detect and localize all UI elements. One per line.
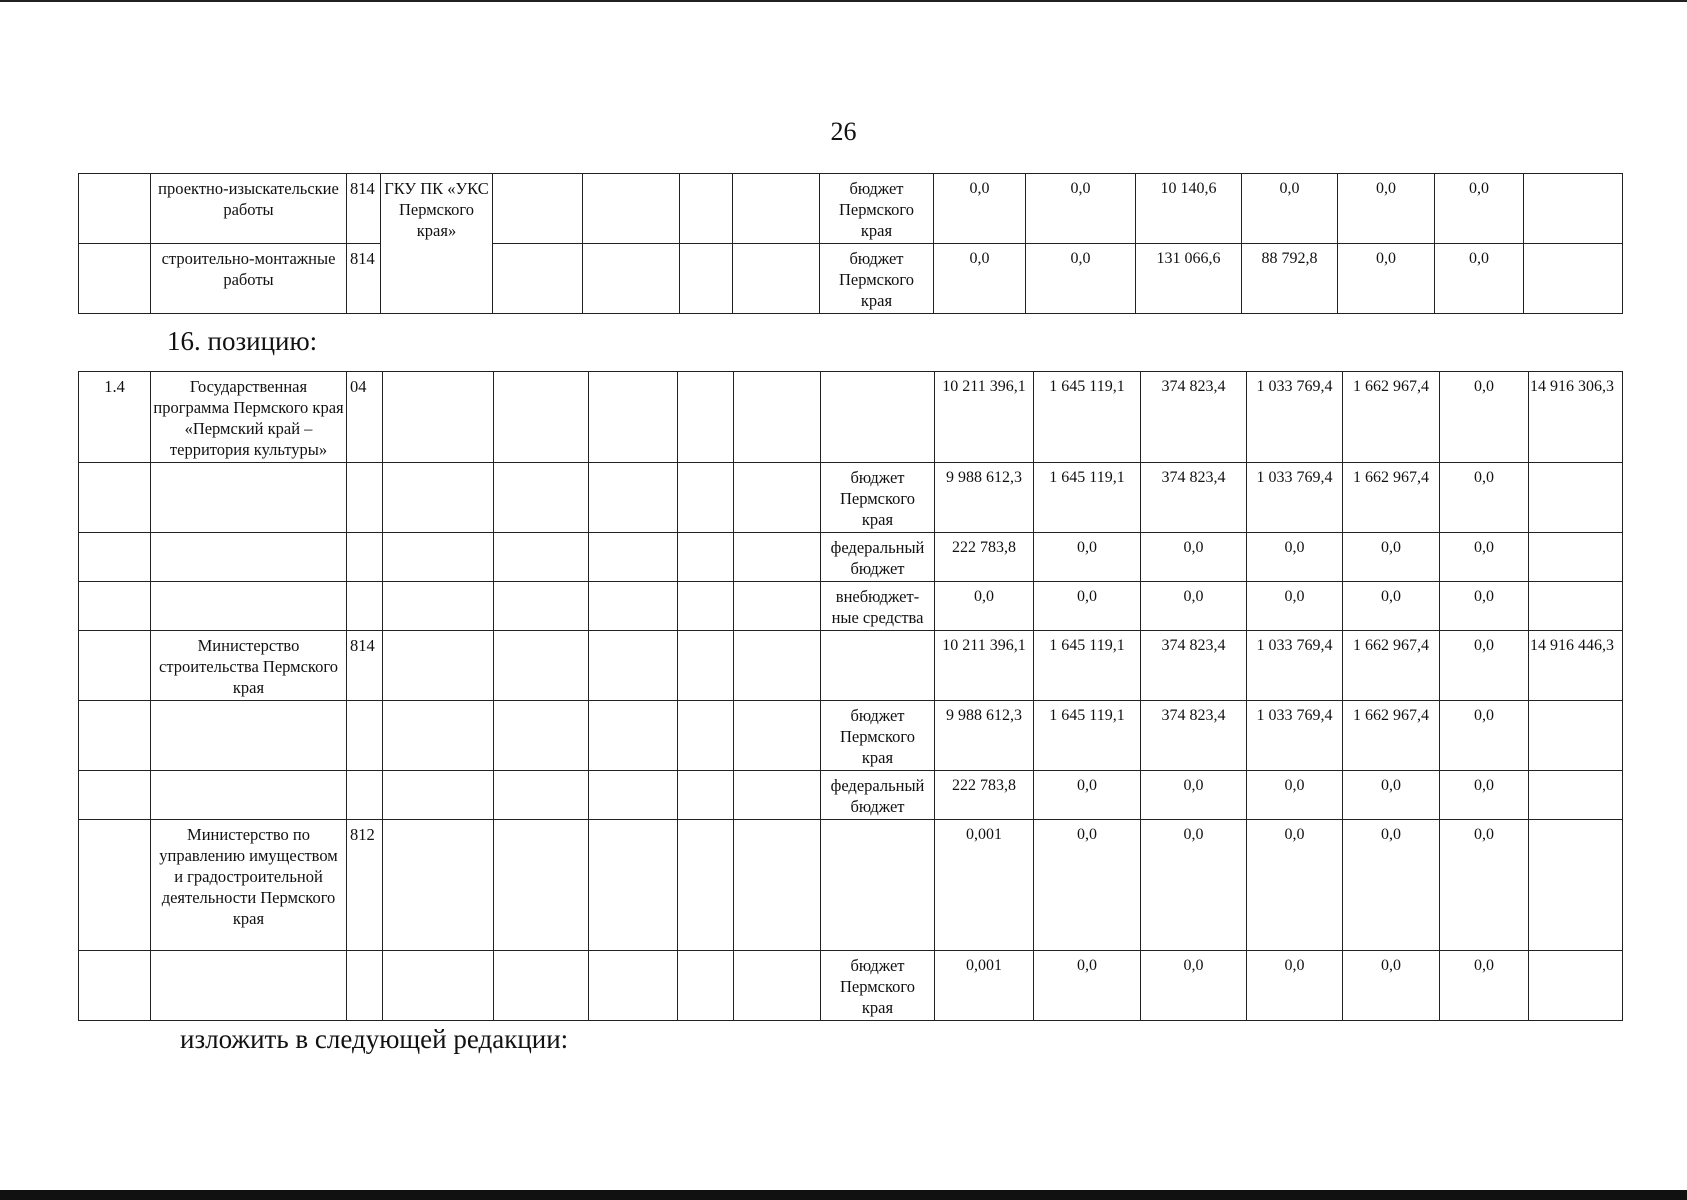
table-cell — [680, 174, 733, 244]
table-cell-value: 0,0 — [1338, 174, 1435, 244]
table-cell — [383, 533, 494, 582]
table-row — [79, 463, 1623, 533]
table-cell — [734, 771, 821, 820]
table-cell-code: 814 — [347, 244, 381, 314]
table-cell-value: 1 645 119,1 — [1034, 463, 1141, 533]
table-cell — [589, 533, 678, 582]
table-row — [79, 372, 1623, 463]
table-cell-value: 88 792,8 — [1242, 244, 1338, 314]
table-cell-source: внебюджет-ные средства — [821, 582, 935, 631]
table-cell-value: 0,0 — [1141, 820, 1247, 951]
table-cell-name — [151, 951, 347, 1021]
table-cell-value: 0,001 — [935, 951, 1034, 1021]
table-cell-code — [347, 463, 383, 533]
table-cell-value: 1 645 119,1 — [1034, 631, 1141, 701]
table-cell — [583, 244, 680, 314]
table-cell-value: 0,0 — [1034, 820, 1141, 951]
table-row — [79, 631, 1623, 701]
table-cell — [79, 701, 151, 771]
scan-bottom-edge — [0, 1190, 1687, 1200]
table-cell-value: 1 033 769,4 — [1247, 701, 1343, 771]
table-cell-source: федеральный бюджет — [821, 771, 935, 820]
table-cell-value: 0,0 — [1247, 820, 1343, 951]
table-cell — [678, 820, 734, 951]
table-row — [79, 951, 1623, 1021]
table-cell-source — [821, 631, 935, 701]
table-cell-value: 374 823,4 — [1141, 463, 1247, 533]
table-row — [79, 771, 1623, 820]
table-cell — [678, 951, 734, 1021]
table-cell — [383, 771, 494, 820]
table-cell-value: 0,0 — [1440, 771, 1529, 820]
table-cell-code — [347, 533, 383, 582]
table-cell-value: 0,0 — [1141, 771, 1247, 820]
table-cell — [494, 582, 589, 631]
table-cell-value: 0,0 — [1440, 582, 1529, 631]
table-cell-value: 0,001 — [935, 820, 1034, 951]
table-cell — [734, 701, 821, 771]
table-cell-total — [1524, 174, 1623, 244]
table-cell-value: 0,0 — [1435, 244, 1524, 314]
table-cell-value: 374 823,4 — [1141, 372, 1247, 463]
table-cell — [494, 701, 589, 771]
table-cell-value: 0,0 — [1440, 701, 1529, 771]
table-cell-value: 10 140,6 — [1136, 174, 1242, 244]
table-cell-code — [347, 701, 383, 771]
table-cell — [383, 582, 494, 631]
table-cell-number: 1.4 — [79, 372, 151, 463]
table-cell-source: бюджет Пермского края — [820, 174, 934, 244]
table-cell-name — [151, 701, 347, 771]
table-cell-value: 0,0 — [1026, 244, 1136, 314]
table-cell-value: 0,0 — [1141, 533, 1247, 582]
table-cell — [494, 533, 589, 582]
table-cell — [383, 463, 494, 533]
table-cell — [79, 771, 151, 820]
table-cell-value: 0,0 — [1343, 582, 1440, 631]
table-cell-name: Государственная программа Пермского края «Пермский край – территория культуры» — [151, 372, 347, 463]
table-cell-total — [1524, 244, 1623, 314]
table-cell-value: 0,0 — [1247, 533, 1343, 582]
table-cell — [589, 631, 678, 701]
table-cell-value: 0,0 — [934, 244, 1026, 314]
section-heading: изложить в следующей редакции: — [180, 1024, 569, 1054]
table-cell-name — [151, 533, 347, 582]
table-cell — [734, 820, 821, 951]
table-cell-value: 374 823,4 — [1141, 631, 1247, 701]
table-cell — [589, 372, 678, 463]
table-cell — [79, 820, 151, 951]
table-cell-source: федеральный бюджет — [821, 533, 935, 582]
table-cell — [733, 244, 820, 314]
table-cell-value: 0,0 — [1034, 582, 1141, 631]
table-row — [79, 174, 1623, 244]
table-cell — [678, 771, 734, 820]
table-cell-value: 0,0 — [1242, 174, 1338, 244]
table-cell-value: 0,0 — [1141, 582, 1247, 631]
table-cell-code: 812 — [347, 820, 383, 951]
table-cell — [678, 582, 734, 631]
table-cell — [589, 582, 678, 631]
table-cell-value: 0,0 — [1338, 244, 1435, 314]
table-row — [79, 820, 1623, 951]
table-cell-name — [151, 582, 347, 631]
table-cell-code — [347, 951, 383, 1021]
table-cell-source: бюджет Пермского края — [821, 701, 935, 771]
table-cell — [494, 771, 589, 820]
table-cell — [494, 372, 589, 463]
table-cell — [383, 631, 494, 701]
table-cell — [678, 701, 734, 771]
table-cell-value: 1 662 967,4 — [1343, 463, 1440, 533]
position-table — [78, 371, 1623, 1021]
section-heading: 16. позицию: — [167, 326, 318, 356]
table-cell-value: 1 645 119,1 — [1034, 372, 1141, 463]
table-cell-value: 1 033 769,4 — [1247, 372, 1343, 463]
table-cell-value: 1 662 967,4 — [1343, 372, 1440, 463]
table-cell-value: 0,0 — [1440, 820, 1529, 951]
table-cell-value: 0,0 — [1247, 582, 1343, 631]
scan-top-edge — [0, 0, 1687, 2]
table-cell-value: 0,0 — [1034, 771, 1141, 820]
table-cell — [734, 951, 821, 1021]
table-cell-value: 0,0 — [1343, 951, 1440, 1021]
table-cell-total: 14 916 306,3 — [1529, 372, 1623, 463]
table-row — [79, 582, 1623, 631]
table-cell-name: строительно-монтажные работы — [151, 244, 347, 314]
table-cell — [589, 463, 678, 533]
table-cell-value: 0,0 — [1247, 951, 1343, 1021]
table-cell — [79, 244, 151, 314]
table-cell-source: бюджет Пермского края — [821, 951, 935, 1021]
table-cell — [79, 463, 151, 533]
table-cell — [589, 771, 678, 820]
table-cell-source — [821, 372, 935, 463]
table-cell-value: 10 211 396,1 — [935, 631, 1034, 701]
table-cell-value: 0,0 — [1435, 174, 1524, 244]
table-cell-value: 0,0 — [1440, 951, 1529, 1021]
table-cell — [79, 951, 151, 1021]
table-cell-value: 0,0 — [934, 174, 1026, 244]
table-cell-name — [151, 771, 347, 820]
table-cell-value: 1 033 769,4 — [1247, 631, 1343, 701]
table-cell-value: 0,0 — [1034, 951, 1141, 1021]
table-cell-value: 1 645 119,1 — [1034, 701, 1141, 771]
table-row — [79, 701, 1623, 771]
table-cell-total — [1529, 771, 1623, 820]
table-cell-value: 0,0 — [1343, 771, 1440, 820]
table-cell-value: 131 066,6 — [1136, 244, 1242, 314]
table-cell — [494, 463, 589, 533]
table-cell-value: 0,0 — [1440, 372, 1529, 463]
table-cell — [493, 244, 583, 314]
table-row — [79, 533, 1623, 582]
table-cell-source: бюджет Пермского края — [820, 244, 934, 314]
table-cell-value: 1 662 967,4 — [1343, 631, 1440, 701]
table-cell-name — [151, 463, 347, 533]
table-cell-total — [1529, 582, 1623, 631]
table-cell — [734, 533, 821, 582]
table-cell-value: 9 988 612,3 — [935, 701, 1034, 771]
table-cell — [734, 463, 821, 533]
table-cell — [583, 174, 680, 244]
table-cell-value: 0,0 — [1440, 463, 1529, 533]
table-cell-value: 10 211 396,1 — [935, 372, 1034, 463]
table-cell — [734, 631, 821, 701]
table-cell-executor: ГКУ ПК «УКС Пермского края» — [381, 174, 493, 314]
table-cell-total: 14 916 446,3 — [1529, 631, 1623, 701]
table-cell-value: 0,0 — [1343, 533, 1440, 582]
table-cell-name: проектно-изыскательские работы — [151, 174, 347, 244]
table-cell-code: 814 — [347, 631, 383, 701]
page-number: 26 — [830, 117, 857, 146]
table-cell-code — [347, 771, 383, 820]
table-cell-total — [1529, 533, 1623, 582]
table-cell — [383, 820, 494, 951]
table-cell-code: 04 — [347, 372, 383, 463]
table-cell-name: Министерство строительства Пермского края — [151, 631, 347, 701]
table-cell — [734, 372, 821, 463]
table-cell-value: 1 033 769,4 — [1247, 463, 1343, 533]
table-cell-value: 9 988 612,3 — [935, 463, 1034, 533]
table-cell-value: 0,0 — [1034, 533, 1141, 582]
table-cell — [493, 174, 583, 244]
table-cell — [734, 582, 821, 631]
table-cell-code — [347, 582, 383, 631]
table-cell-total — [1529, 951, 1623, 1021]
table-cell-value: 0,0 — [1247, 771, 1343, 820]
table-cell-total — [1529, 820, 1623, 951]
table-cell-value: 222 783,8 — [935, 533, 1034, 582]
table-cell-value: 222 783,8 — [935, 771, 1034, 820]
continuation-table — [78, 173, 1623, 314]
table-cell-value: 1 662 967,4 — [1343, 701, 1440, 771]
table-cell — [678, 463, 734, 533]
table-cell — [79, 582, 151, 631]
table-cell-value: 0,0 — [1026, 174, 1136, 244]
table-cell-source — [821, 820, 935, 951]
table-cell — [79, 631, 151, 701]
table-cell-value: 0,0 — [1440, 631, 1529, 701]
table-row — [79, 244, 1623, 314]
table-cell — [733, 174, 820, 244]
table-cell — [678, 631, 734, 701]
table-cell-value: 0,0 — [1343, 820, 1440, 951]
table-cell — [383, 701, 494, 771]
table-cell — [79, 533, 151, 582]
table-cell — [494, 820, 589, 951]
table-cell-value: 374 823,4 — [1141, 701, 1247, 771]
table-cell — [494, 951, 589, 1021]
table-cell — [383, 372, 494, 463]
table-cell — [589, 701, 678, 771]
table-cell — [79, 174, 151, 244]
table-cell-total — [1529, 463, 1623, 533]
table-cell — [678, 533, 734, 582]
table-cell — [678, 372, 734, 463]
table-cell-source: бюджет Пермского края — [821, 463, 935, 533]
table-cell — [383, 951, 494, 1021]
table-cell-code: 814 — [347, 174, 381, 244]
table-cell — [589, 951, 678, 1021]
table-cell-total — [1529, 701, 1623, 771]
table-cell — [494, 631, 589, 701]
table-cell-value: 0,0 — [935, 582, 1034, 631]
table-cell — [680, 244, 733, 314]
table-cell — [589, 820, 678, 951]
table-cell-value: 0,0 — [1141, 951, 1247, 1021]
table-cell-value: 0,0 — [1440, 533, 1529, 582]
table-cell-name: Министерство по управлению имуществом и градостроительной деятельности Пермского края — [151, 820, 347, 951]
